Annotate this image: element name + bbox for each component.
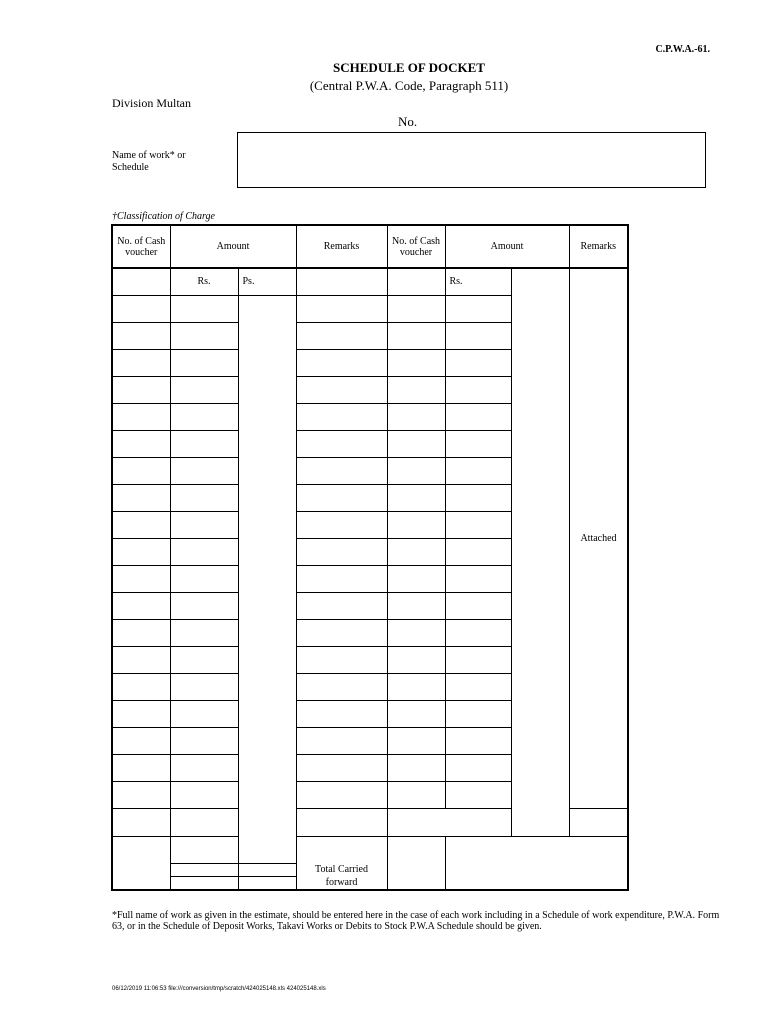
entry-cell[interactable] — [445, 836, 628, 863]
entry-cell[interactable] — [112, 376, 170, 403]
entry-cell[interactable] — [387, 322, 445, 349]
entry-cell[interactable] — [387, 673, 445, 700]
entry-cell[interactable] — [445, 619, 511, 646]
entry-cell[interactable] — [170, 295, 238, 322]
classification-label: †Classification of Charge — [112, 211, 215, 222]
attached-text: Attached — [580, 532, 617, 544]
entry-cell[interactable] — [445, 376, 511, 403]
entry-cell[interactable] — [112, 754, 170, 781]
entry-cell[interactable] — [170, 511, 238, 538]
entry-cell[interactable] — [170, 863, 238, 876]
entry-cell[interactable] — [445, 565, 511, 592]
name-of-work-label: Name of work* or Schedule — [112, 150, 186, 173]
entry-cell[interactable] — [170, 700, 238, 727]
entry-cell[interactable] — [387, 268, 445, 295]
entry-cell[interactable] — [112, 457, 170, 484]
entry-cell[interactable] — [296, 511, 387, 538]
print-info: 06/12/2019 11:06:53 file:///conversion/tmp/scratch/424025148.xls 424025148.xls — [112, 986, 326, 992]
entry-cell[interactable] — [170, 836, 238, 863]
subheader-rs-right: Rs. — [445, 268, 511, 295]
entry-cell[interactable] — [170, 673, 238, 700]
table-header-row — [112, 225, 628, 268]
entry-cell[interactable] — [445, 781, 511, 808]
entry-cell[interactable] — [296, 754, 387, 781]
footnote: *Full name of work as given in the estimate, should be entered here in the case of each work including in a Schedule of work expenditure, P.W.A. Form 63, or in the Schedule of Deposit Works, Takavi Works or Debits to Stock P.W.A Schedule should be given. — [112, 910, 720, 932]
entry-cell[interactable] — [387, 403, 445, 430]
entry-cell[interactable] — [296, 376, 387, 403]
docket-table — [111, 224, 629, 891]
remarks-right-column — [569, 268, 628, 808]
header-amount-left: Amount — [170, 225, 296, 268]
entry-cell[interactable] — [445, 430, 511, 457]
form-code: C.P.W.A.-61. — [655, 44, 710, 55]
entry-cell[interactable] — [445, 538, 511, 565]
entry-cell[interactable] — [170, 376, 238, 403]
entry-cell[interactable] — [296, 700, 387, 727]
entry-cell[interactable] — [170, 430, 238, 457]
table-subheader-row — [112, 268, 628, 295]
entry-cell[interactable] — [387, 700, 445, 727]
division-label: Division Multan — [112, 96, 192, 110]
entry-cell[interactable] — [112, 808, 170, 836]
entry-cell[interactable] — [112, 403, 170, 430]
entry-cell[interactable] — [170, 781, 238, 808]
entry-cell[interactable] — [170, 565, 238, 592]
subheader-rs-left: Rs. — [170, 268, 238, 295]
entry-cell[interactable] — [170, 646, 238, 673]
entry-cell[interactable] — [296, 403, 387, 430]
entry-cell[interactable] — [112, 511, 170, 538]
entry-cell[interactable] — [296, 619, 387, 646]
entry-cell[interactable] — [296, 268, 387, 295]
entry-cell[interactable] — [445, 484, 511, 511]
entry-cell[interactable] — [387, 295, 445, 322]
entry-cell[interactable] — [170, 592, 238, 619]
entry-cell[interactable] — [445, 754, 511, 781]
entry-cell[interactable] — [445, 295, 511, 322]
page-subtitle: (Central P.W.A. Code, Paragraph 511) — [309, 78, 509, 93]
name-of-work-field[interactable] — [237, 132, 706, 188]
entry-cell[interactable] — [112, 430, 170, 457]
entry-cell[interactable] — [296, 538, 387, 565]
entry-cell[interactable] — [112, 673, 170, 700]
entry-cell[interactable] — [296, 592, 387, 619]
entry-cell[interactable] — [387, 592, 445, 619]
entry-cell[interactable] — [112, 295, 170, 322]
entry-cell[interactable] — [170, 619, 238, 646]
entry-cell[interactable] — [170, 754, 238, 781]
entry-cell[interactable] — [569, 808, 628, 836]
entry-cell[interactable] — [170, 457, 238, 484]
entry-cell[interactable] — [445, 322, 511, 349]
entry-cell[interactable] — [170, 538, 238, 565]
docket-table-wrapper — [111, 224, 627, 902]
entry-cell[interactable] — [387, 727, 445, 754]
entry-cell[interactable] — [112, 565, 170, 592]
entry-cell[interactable] — [170, 403, 238, 430]
entry-cell[interactable] — [112, 538, 170, 565]
entry-cell[interactable] — [445, 403, 511, 430]
subheader-ps-left: Ps. — [238, 268, 296, 295]
totals-row — [112, 863, 628, 876]
entry-cell[interactable] — [445, 511, 511, 538]
entry-cell[interactable] — [296, 430, 387, 457]
entry-cell[interactable] — [112, 836, 170, 890]
entry-cell[interactable] — [387, 754, 445, 781]
totals-row — [112, 876, 628, 890]
docket-number-label: No. — [398, 114, 418, 129]
entry-cell[interactable] — [387, 619, 445, 646]
entry-cell[interactable] — [112, 619, 170, 646]
entry-cell[interactable] — [387, 430, 445, 457]
entry-cell[interactable] — [296, 295, 387, 322]
entry-cell[interactable] — [296, 727, 387, 754]
paise-left-column[interactable] — [238, 295, 296, 863]
page-title: SCHEDULE OF DOCKET — [333, 60, 485, 75]
entry-cell[interactable] — [112, 592, 170, 619]
entry-cell[interactable] — [387, 538, 445, 565]
entry-cell[interactable] — [445, 727, 511, 754]
header-remarks-left: Remarks — [296, 225, 387, 268]
entry-cell[interactable] — [112, 727, 170, 754]
entry-cell[interactable] — [170, 484, 238, 511]
entry-cell[interactable] — [387, 484, 445, 511]
entry-cell[interactable] — [445, 673, 511, 700]
entry-cell[interactable] — [387, 349, 445, 376]
entry-cell[interactable] — [387, 511, 445, 538]
entry-cell[interactable] — [445, 349, 511, 376]
header-amount-right: Amount — [445, 225, 569, 268]
entry-cell[interactable] — [112, 646, 170, 673]
entry-cell[interactable] — [112, 700, 170, 727]
entry-cell[interactable] — [387, 457, 445, 484]
entry-cell[interactable] — [445, 700, 511, 727]
entry-cell[interactable] — [296, 673, 387, 700]
entry-cell[interactable] — [387, 781, 445, 808]
entry-cell[interactable] — [112, 322, 170, 349]
entry-cell[interactable] — [296, 646, 387, 673]
entry-cell[interactable] — [112, 781, 170, 808]
entry-cell[interactable] — [170, 727, 238, 754]
totals-row — [112, 836, 628, 863]
entry-cell[interactable] — [170, 322, 238, 349]
entry-cell[interactable] — [112, 484, 170, 511]
entry-cell[interactable] — [170, 808, 238, 836]
entry-cell[interactable] — [445, 592, 511, 619]
paise-right-column[interactable] — [511, 268, 569, 836]
total-carried-label: Total Carried — [238, 863, 445, 876]
entry-cell[interactable] — [296, 781, 387, 808]
entry-cell[interactable] — [170, 349, 238, 376]
entry-cell[interactable] — [387, 565, 445, 592]
forward-label: forward — [238, 876, 445, 890]
entry-cell[interactable] — [296, 457, 387, 484]
header-cash-voucher-left: No. of Cash voucher — [112, 225, 170, 268]
entry-cell[interactable] — [170, 876, 238, 890]
entry-cell[interactable] — [296, 484, 387, 511]
entry-cell[interactable] — [112, 349, 170, 376]
entry-cell[interactable] — [387, 808, 511, 836]
entry-cell[interactable] — [296, 808, 387, 836]
entry-cell[interactable] — [296, 322, 387, 349]
header-cash-voucher-right: No. of Cash voucher — [387, 225, 445, 268]
entry-cell[interactable] — [296, 349, 387, 376]
entry-cell[interactable] — [445, 646, 511, 673]
entry-cell[interactable] — [445, 457, 511, 484]
entry-cell[interactable] — [296, 565, 387, 592]
entry-cell[interactable] — [387, 646, 445, 673]
entry-cell[interactable] — [112, 268, 170, 295]
header-remarks-right: Remarks — [569, 225, 628, 268]
entry-cell[interactable] — [387, 376, 445, 403]
